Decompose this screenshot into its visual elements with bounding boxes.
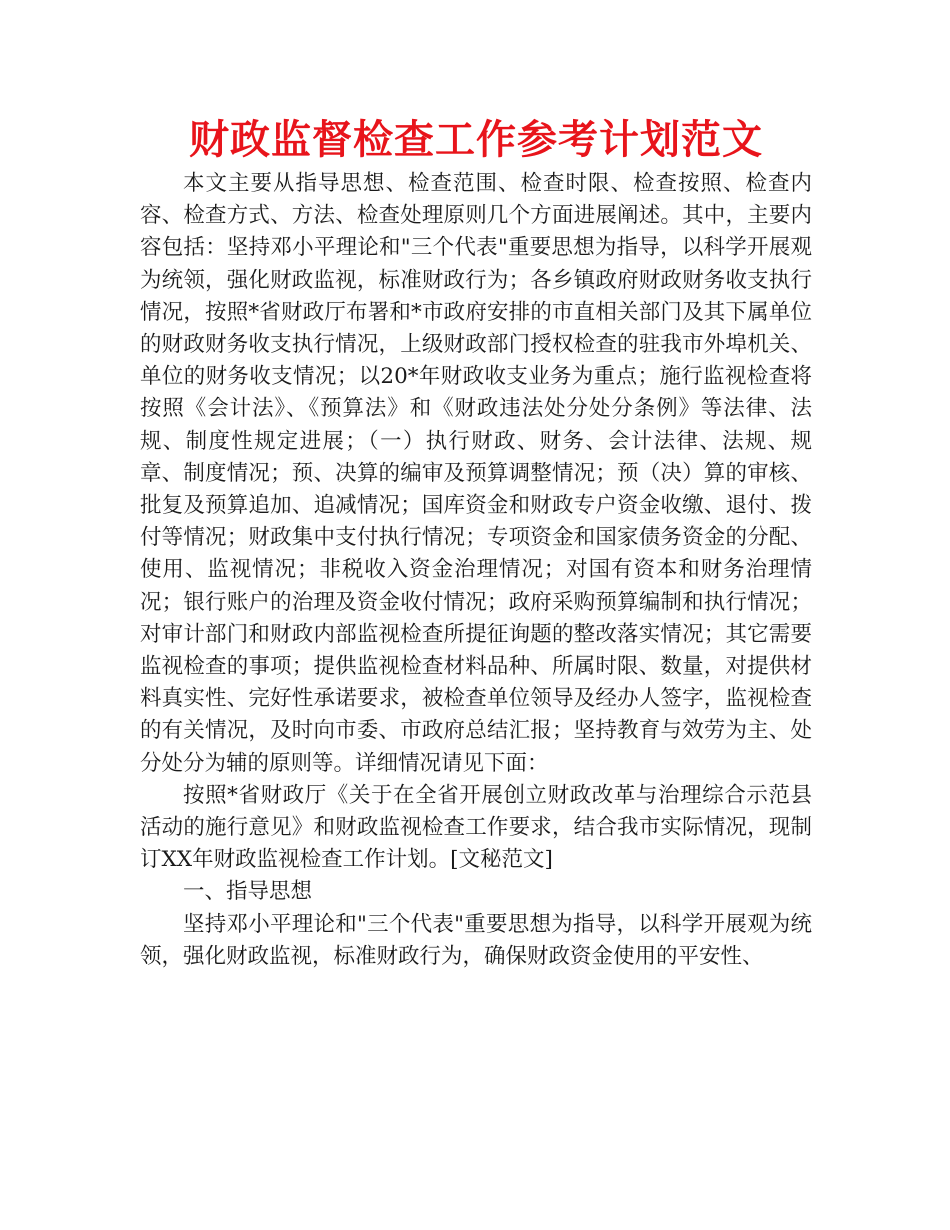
section-heading: 一、指导思想: [183, 879, 313, 905]
intro-paragraph: 按照*省财政厅《关于在全省开展创立财政改革与治理综合示范县活动的施行意见》和财政监视检查工作要求，结合我市实际情况，现制订XX年财政监视检查工作计划。[文秘范文]: [140, 782, 812, 873]
body-paragraph: 坚持邓小平理论和"三个代表"重要思想为指导，以科学开展观为统领，强化财政监视，标准财政行为，确保财政资金使用的平安性、: [140, 911, 812, 969]
summary-paragraph: 本文主要从指导思想、检查范围、检查时限、检查按照、检查内容、检查方式、方法、检查处理原则几个方面进展阐述。其中，主要内容包括：坚持邓小平理论和"三个代表"重要思想为指导，以科学开展观为统领，强化财政监视，标准财政行为；各乡镇政府财政财务收支执行情况，按照*省财政厅布署和*市政府安排的市直相关部门及其下属单位的财政财务收支执行情况，上级财政部门授权检查的驻我市外埠机关、单位的财务收支情况；以20*年财政收支业务为重点；施行监视检查将按照《会计法》、《预算法》和《财政违法处分处分条例》等法律、法规、制度性规定进展；（一）执行财政、财务、会计法律、法规、规章、制度情况；预、决算的编审及预算调整情况；预（决）算的审核、批复及预算追加、追减情况；国库资金和财政专户资金收缴、退付、拨付等情况；财政集中支付执行情况；专项资金和国家债务资金的分配、使用、监视情况；非税收入资金治理情况；对国有资本和财务治理情况；银行账户的治理及资金收付情况；政府采购预算编制和执行情况；对审计部门和财政内部监视检查所提征询题的整改落实情况；其它需要监视检查的事项；提供监视检查材料品种、所属时限、数量，对提供材料真实性、完好性承诺要求，被检查单位领导及经办人签字，监视检查的有关情况，及时向市委、市政府总结汇报；坚持教育与效劳为主、处分处分为辅的原则等。详细情况请见下面：: [140, 171, 812, 776]
document-title: 财政监督检查工作参考计划范文: [189, 117, 763, 163]
document-page: [140, 112, 812, 973]
